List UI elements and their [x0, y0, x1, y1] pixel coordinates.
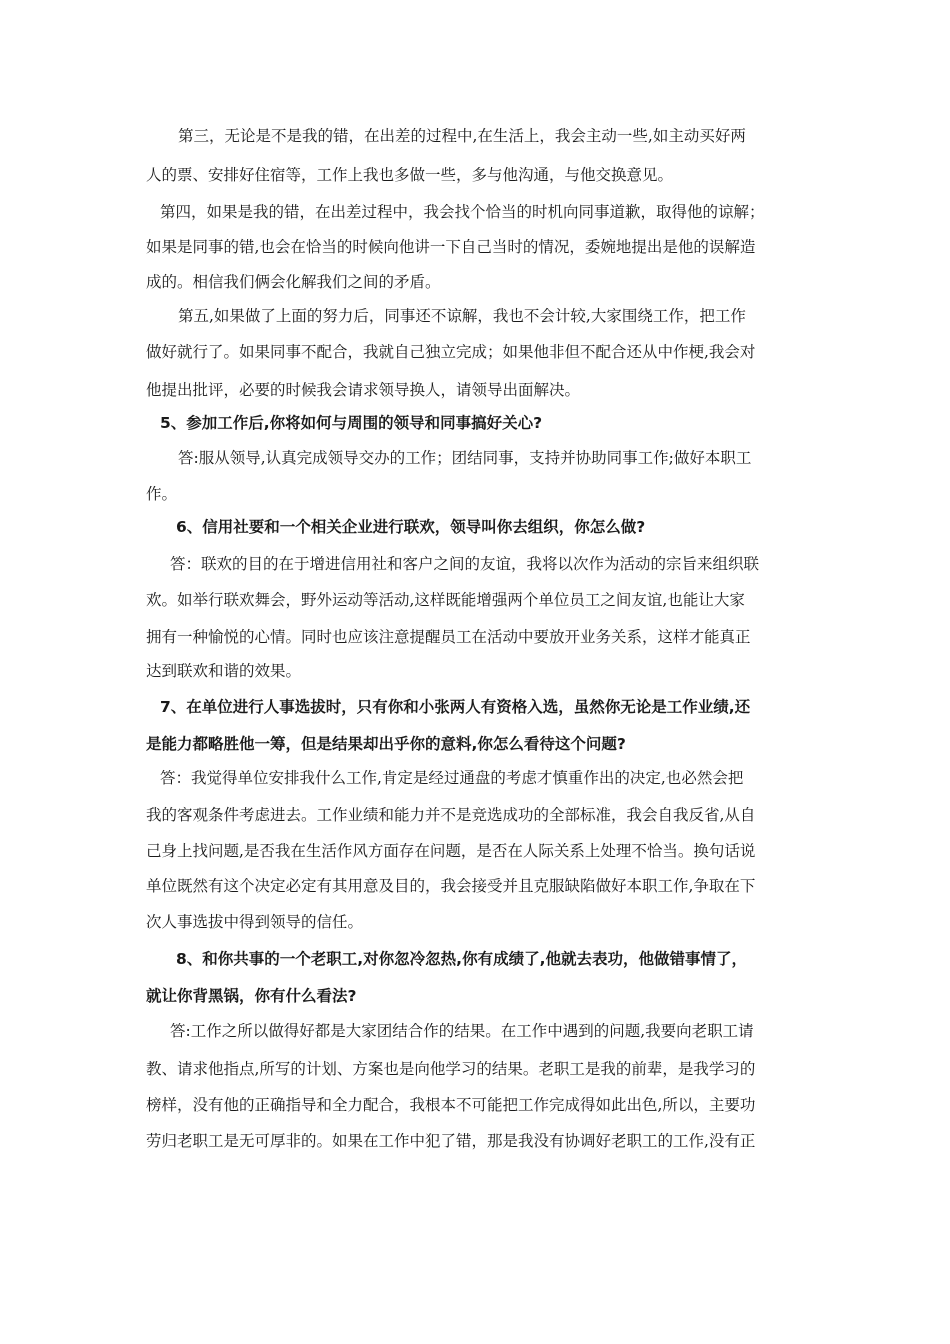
answer-line: 欢。如举行联欢舞会，野外运动等活动,这样既能增强两个单位员工之间友谊,也能让大家: [146, 591, 745, 609]
text-line: 第三，无论是不是我的错，在出差的过程中,在生活上，我会主动一些,如主动买好两: [178, 127, 746, 145]
text-line: 第四，如果是我的错，在出差过程中，我会找个恰当的时机向同事道歉，取得他的谅解；: [160, 203, 765, 221]
answer-line: 答：我觉得单位安排我什么工作,肯定是经过通盘的考虑才慎重作出的决定,也必然会把: [160, 769, 744, 787]
text-line: 第五,如果做了上面的努力后，同事还不谅解，我也不会计较,大家围绕工作，把工作: [178, 307, 746, 325]
answer-line: 榜样，没有他的正确指导和全力配合，我根本不可能把工作完成得如此出色,所以，主要功: [146, 1096, 756, 1114]
question-heading: 是能力都略胜他一筹，但是结果却出乎你的意料,你怎么看待这个问题?: [146, 735, 626, 753]
answer-line: 教、请求他指点,所写的计划、方案也是向他学习的结果。老职工是我的前辈，是我学习的: [146, 1060, 756, 1078]
answer-line: 次人事选拔中得到领导的信任。: [146, 913, 364, 931]
answer-line: 拥有一种愉悦的心情。同时也应该注意提醒员工在活动中要放开业务关系，这样才能真正: [146, 628, 751, 646]
answer-line: 答:工作之所以做得好都是大家团结合作的结果。在工作中遇到的问题,我要向老职工请: [170, 1022, 754, 1040]
question-heading: 8、和你共事的一个老职工,对你忽冷忽热,你有成绩了,他就去表功，他做错事情了，: [176, 950, 747, 968]
text-line: 做好就行了。如果同事不配合，我就自己独立完成；如果他非但不配合还从中作梗,我会对: [146, 343, 756, 361]
answer-line: 答：联欢的目的在于增进信用社和客户之间的友谊，我将以次作为活动的宗旨来组织联: [170, 555, 760, 573]
answer-line: 达到联欢和谐的效果。: [146, 662, 302, 680]
text-line: 如果是同事的错,也会在恰当的时候向他讲一下自己当时的情况，委婉地提出是他的误解造: [146, 238, 756, 256]
question-heading: 6、信用社要和一个相关企业进行联欢，领导叫你去组织，你怎么做?: [176, 518, 646, 536]
text-line: 他提出批评，必要的时候我会请求领导换人，请领导出面解决。: [146, 381, 581, 399]
answer-line: 我的客观条件考虑进去。工作业绩和能力并不是竞选成功的全部标准，我会自我反省,从自: [146, 806, 756, 824]
answer-line: 单位既然有这个决定必定有其用意及目的，我会接受并且克服缺陷做好本职工作,争取在下: [146, 877, 756, 895]
answer-line: 作。: [146, 485, 178, 503]
question-heading: 就让你背黑锅，你有什么看法?: [146, 987, 357, 1005]
text-line: 人的票、安排好住宿等，工作上我也多做一些，多与他沟通，与他交换意见。: [146, 166, 674, 184]
question-heading: 5、参加工作后,你将如何与周围的领导和同事搞好关心?: [160, 414, 543, 432]
text-line: 成的。相信我们俩会化解我们之间的矛盾。: [146, 273, 441, 291]
answer-line: 劳归老职工是无可厚非的。如果在工作中犯了错，那是我没有协调好老职工的工作,没有正: [146, 1132, 756, 1150]
answer-line: 己身上找问题,是否我在生活作风方面存在问题，是否在人际关系上处理不恰当。换句话说: [146, 842, 756, 860]
question-heading: 7、在单位进行人事选拔时，只有你和小张两人有资格入选，虽然你无论是工作业绩,还: [160, 698, 751, 716]
answer-line: 答:服从领导,认真完成领导交办的工作；团结同事，支持并协助同事工作;做好本职工: [178, 449, 752, 467]
